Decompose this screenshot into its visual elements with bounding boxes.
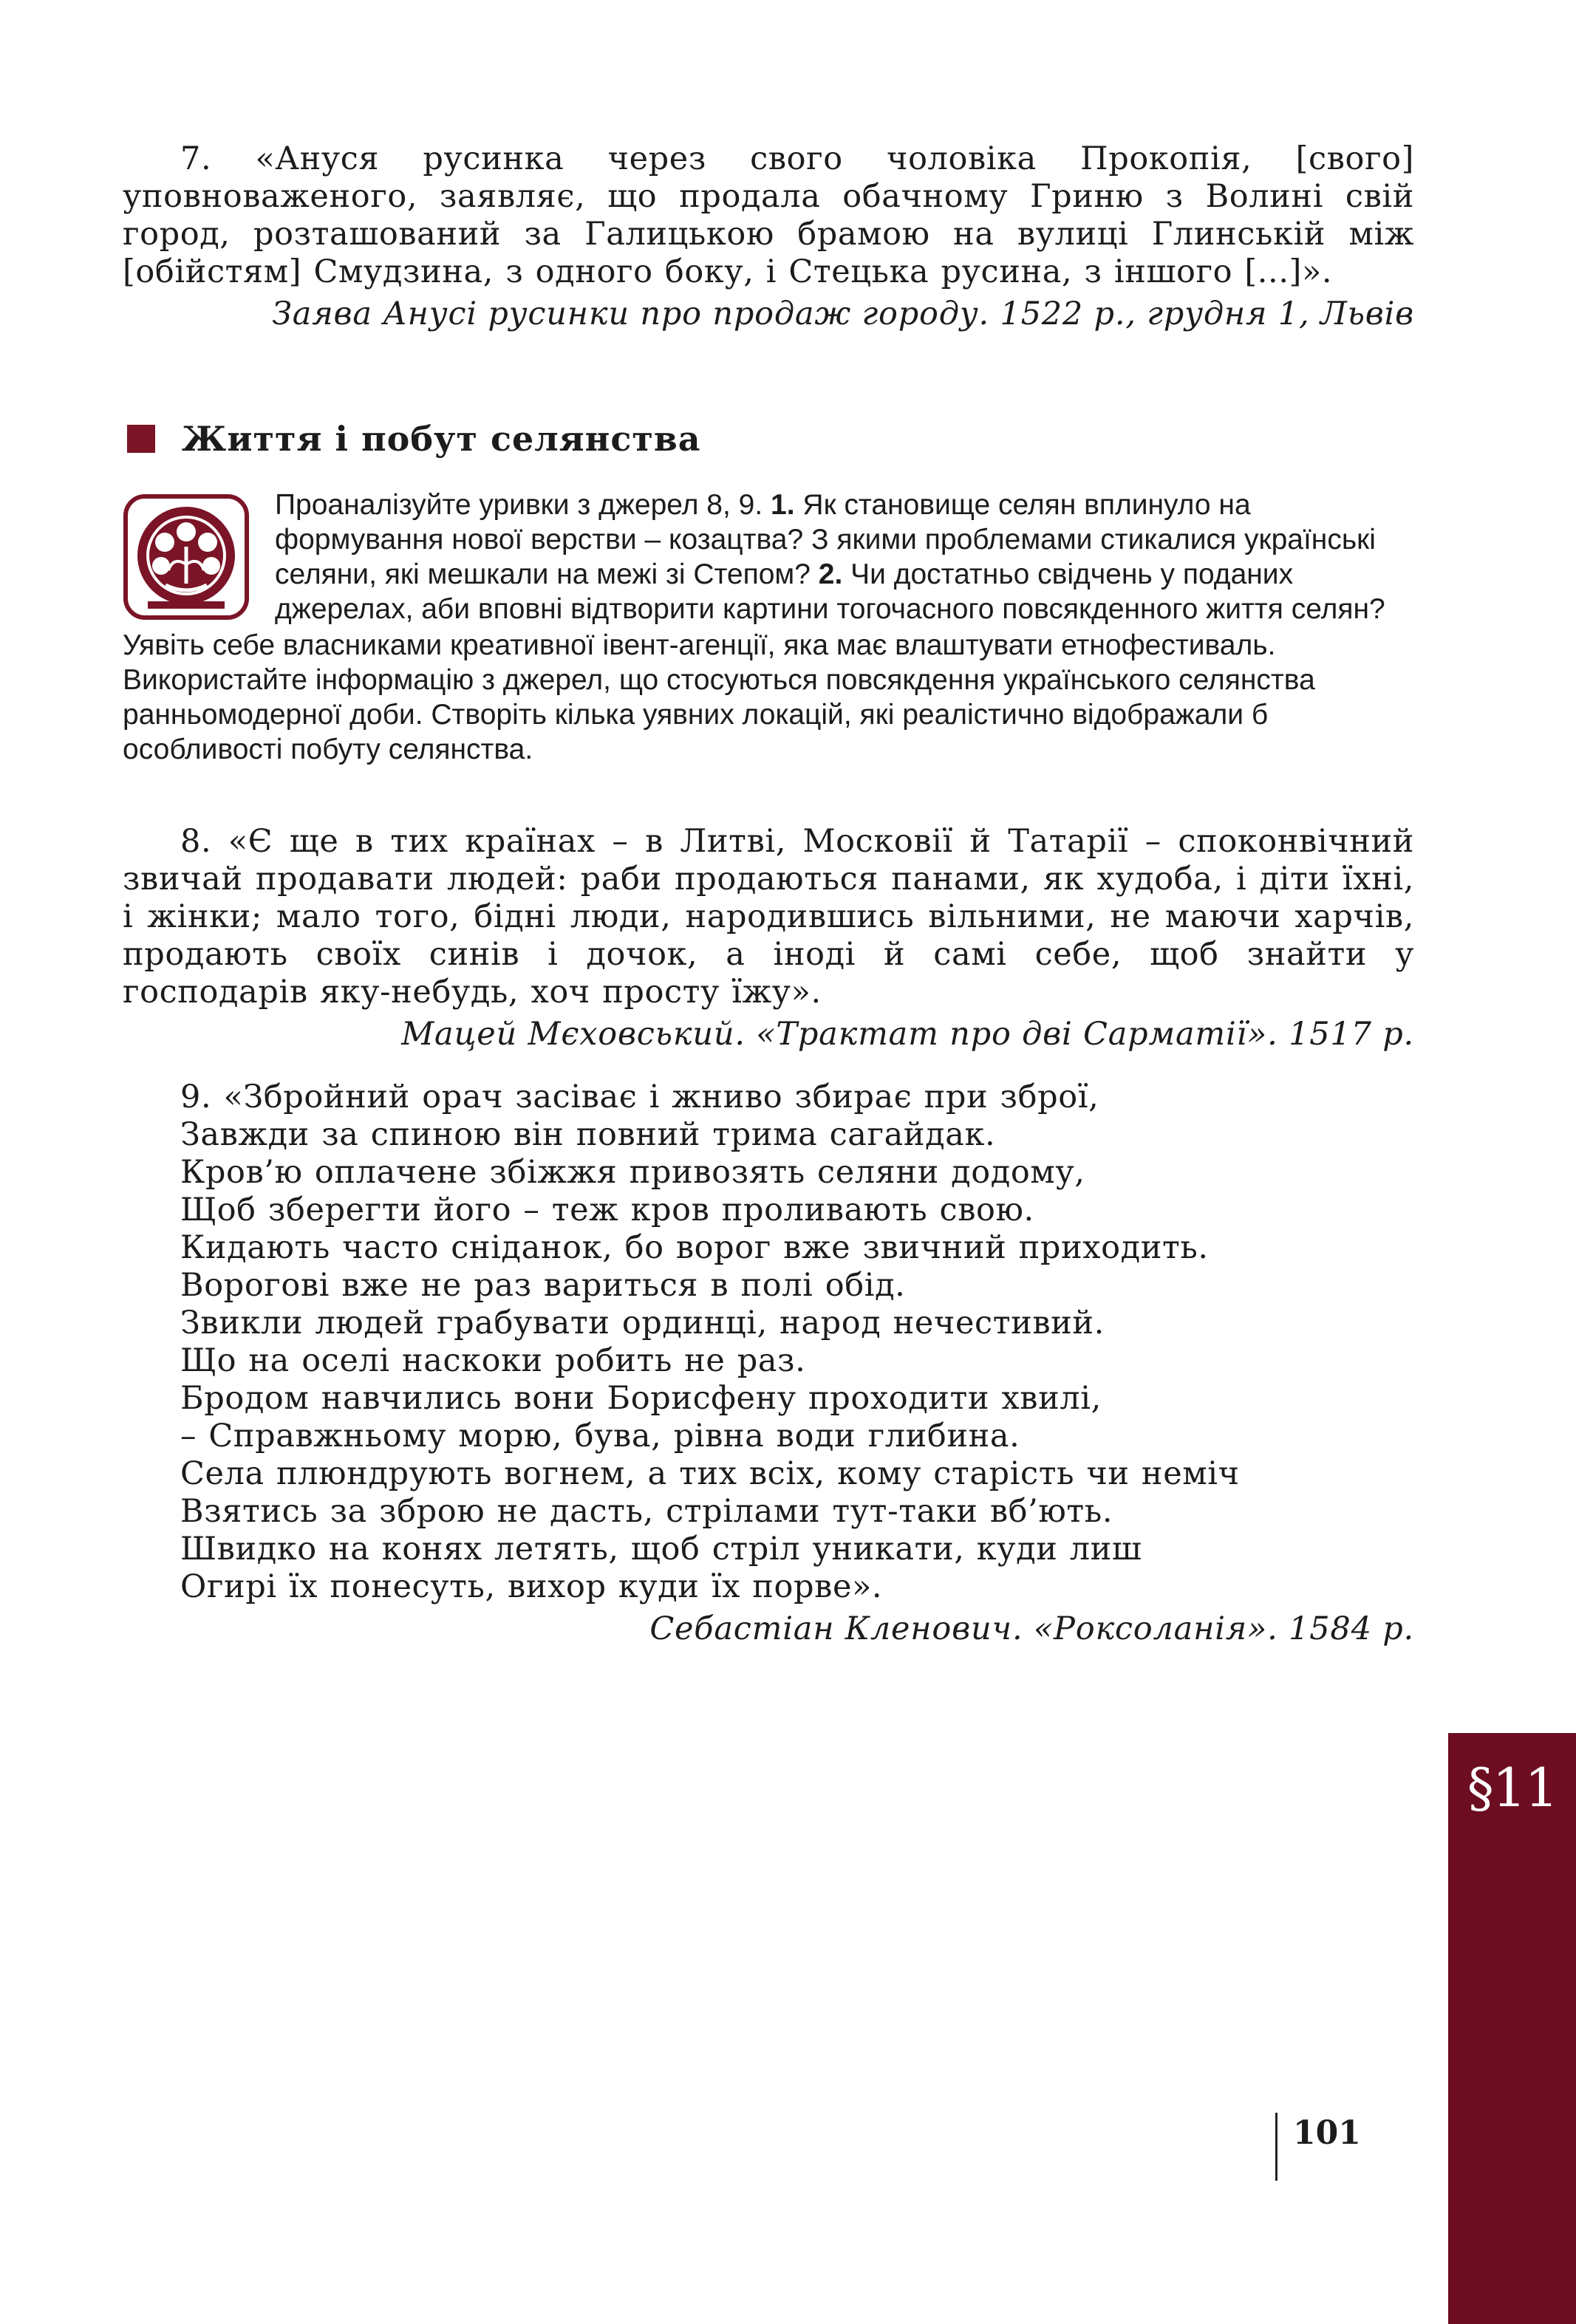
poem-line: – Справжньому морю, бува, рівна води глибина. bbox=[180, 1418, 1020, 1455]
poem-line: Села плюндрують вогнем, а тих всіх, кому старість чи неміч bbox=[180, 1455, 1240, 1492]
poem-line: Взятись за зброю не дасть, стрілами тут-таки вб’ють. bbox=[180, 1493, 1113, 1530]
poem-line: Звикли людей грабувати ординці, народ нечестивий. bbox=[180, 1305, 1105, 1342]
task-paragraph-1-part-1: Проаналізуйте уривки з джерел 8, 9. bbox=[275, 489, 771, 521]
source-8-text: 8. «Є ще в тих країнах – в Литві, Московії й Татарії – споконвічний звичай продавати людей: раби продаються панами, як худоба, і діти їхні, і жінки; мало того, бідні люди, народившись вільними, не маючи харчів, продають своїх синів і дочок, а іноді й самі себе, щоб знайти у господарів яку-небудь, хоч просту їжу». bbox=[123, 823, 1414, 1011]
source-7 bbox=[123, 140, 1414, 333]
section-title: Життя і побут селянства bbox=[182, 419, 701, 459]
task-paragraph-1-part-3: Чи достатньо свідчень у поданих джерелах, аби вповні відтворити картини тогочасного повсякденного життя селян? bbox=[275, 558, 1385, 625]
source-8 bbox=[123, 823, 1414, 1053]
task-paragraph-2: Уявіть себе власниками креативної івент-агенції, яка має влаштувати етнофестиваль. Використайте інформацію з джерел, що стосуються повсякдення українського селянства ранньомодерної доби. Створіть кілька уявних локацій, які реалістично відображали б особливості побуту селянства. bbox=[123, 629, 1315, 765]
chapter-side-tab bbox=[1448, 1733, 1576, 2324]
source-7-citation: Заява Анусі русинки про продаж городу. 1522 р., грудня 1, Львів bbox=[272, 295, 1414, 332]
poem-line: Щоб зберегти його – теж кров проливають свою. bbox=[180, 1192, 1034, 1228]
source-analysis-emblem-icon bbox=[123, 493, 250, 621]
section-heading bbox=[127, 418, 701, 459]
source-9-citation: Себастіан Кленович. «Роксоланія». 1584 р. bbox=[649, 1610, 1414, 1647]
page-number: 101 bbox=[1293, 2114, 1361, 2152]
page-number-divider bbox=[1275, 2113, 1277, 2181]
poem-line: 9. «Збройний орач засіває і жниво збирає при зброї, bbox=[180, 1079, 1099, 1115]
poem-line: Що на оселі наскоки робить не раз. bbox=[180, 1342, 806, 1379]
source-9 bbox=[123, 1079, 1414, 1648]
poem-line: Ворогові вже не раз вариться в полі обід. bbox=[180, 1267, 906, 1304]
poem-line: Огирі їх понесуть, вихор куди їх порве». bbox=[180, 1568, 883, 1605]
task-question-number-2: 2. bbox=[818, 558, 843, 590]
chapter-label: §11 bbox=[1467, 1757, 1558, 1819]
source-7-text: 7. «Ануся русинка через свого чоловіка Прокопія, [свого] уповноваженого, заявляє, що продала обачному Гриню з Волині свій город, розташований за Галицькою брамою на вулиці Глинській між [обійстям] Смудзина, з одного боку, і Стецька русина, з іншого [...]». bbox=[123, 140, 1414, 290]
poem-line: Швидко на конях летять, щоб стріл уникати, куди лиш bbox=[180, 1531, 1142, 1568]
poem-line: Кров’ю оплачене збіжжя привозять селяни додому, bbox=[180, 1154, 1085, 1191]
task-paragraph-1 bbox=[123, 488, 1414, 626]
poem-line: Завжди за спиною він повний трима сагайдак. bbox=[180, 1116, 996, 1153]
task-question-number-1: 1. bbox=[771, 489, 795, 521]
poem-line: Кидають часто сніданок, бо ворог вже звичний приходить. bbox=[180, 1229, 1209, 1266]
task-icon-wrap bbox=[123, 488, 275, 626]
source-8-citation: Мацей Мєховський. «Трактат про дві Сарматії». 1517 р. bbox=[401, 1016, 1414, 1053]
task-paragraph-1-part-2: Як становище селян вплинуло на формування нової верстви – козацтва? З якими проблемами стикалися українські селяни, які мешкали на межі зі Степом? bbox=[275, 489, 1376, 590]
task-block bbox=[123, 488, 1414, 767]
section-square-icon bbox=[127, 425, 155, 453]
poem-line: Бродом навчились вони Борисфену проходити хвилі, bbox=[180, 1380, 1102, 1417]
